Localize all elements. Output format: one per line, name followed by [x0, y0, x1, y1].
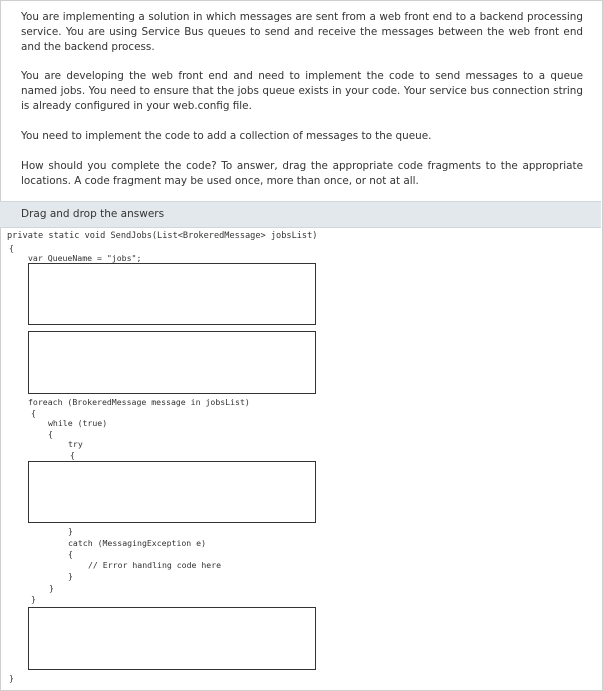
while-open-brace: { — [48, 429, 53, 439]
try-line: try — [68, 439, 83, 449]
catch-open-brace: { — [68, 549, 73, 559]
drop-target-1[interactable] — [28, 263, 316, 325]
foreach-line: foreach (BrokeredMessage message in jobsList) — [28, 397, 250, 407]
drop-target-2[interactable] — [28, 331, 316, 394]
question-paragraph-1: You are implementing a solution in which messages are sent from a web front end to a backend processing service. You are using Service Bus queues to send and receive the messages between the web front end and the backend process. — [21, 11, 583, 53]
question-paragraph-3: You need to implement the code to add a collection of messages to the queue. — [21, 130, 432, 142]
while-line: while (true) — [48, 418, 108, 428]
drop-target-3[interactable] — [28, 461, 316, 523]
catch-line: catch (MessagingException e) — [68, 538, 207, 548]
question-text — [21, 10, 583, 204]
drop-target-4[interactable] — [28, 607, 316, 670]
foreach-close-brace: } — [31, 594, 36, 604]
while-close-brace: } — [49, 583, 54, 593]
method-close-brace: } — [9, 673, 14, 683]
try-close-brace: } — [68, 526, 73, 536]
answer-area-header — [0, 201, 601, 228]
method-signature: private static void SendJobs(List<BrokeredMessage> jobsList) — [7, 231, 318, 241]
queue-name-line: var QueueName = "jobs"; — [28, 253, 142, 263]
foreach-open-brace: { — [31, 408, 36, 418]
catch-comment: // Error handling code here — [88, 560, 222, 570]
answer-area-title: Drag and drop the answers — [21, 208, 165, 220]
catch-close-brace: } — [68, 571, 73, 581]
question-paragraph-2: You are developing the web front end and need to implement the code to send messages to a queue named jobs. You need to ensure that the jobs queue exists in your code. Your service bus connection string is already configured in your web.config file. — [21, 70, 583, 112]
question-paragraph-4: How should you complete the code? To answer, drag the appropriate code fragments to the appropriate locations. A code fragment may be used once, more than once, or not at all. — [21, 160, 583, 187]
try-open-brace: { — [70, 450, 75, 460]
method-open-brace: { — [9, 243, 14, 253]
